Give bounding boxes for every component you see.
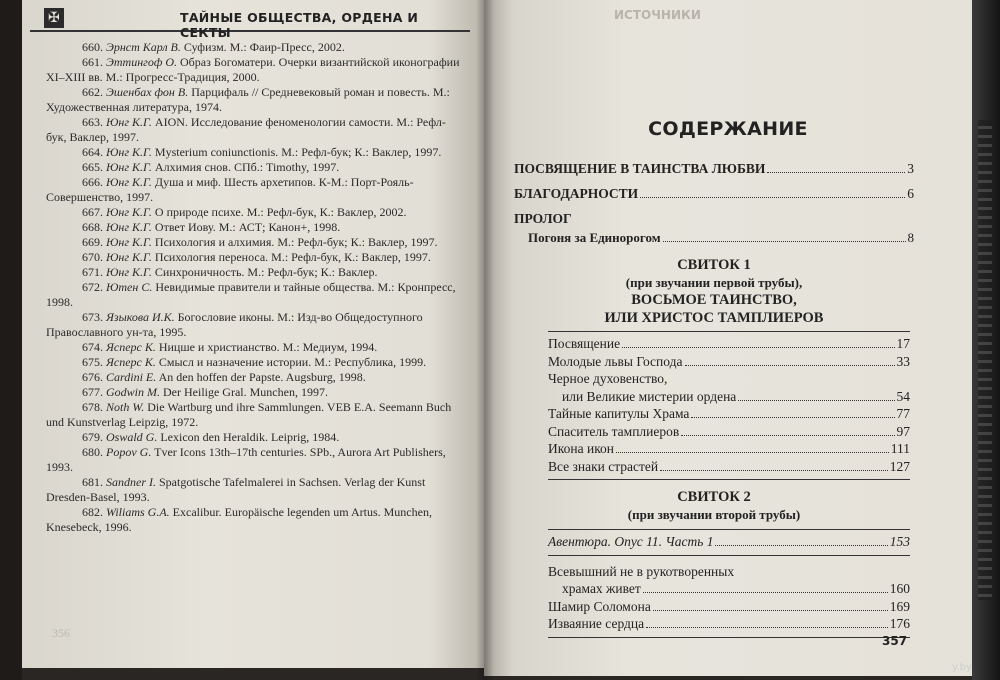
table-of-contents	[514, 160, 914, 638]
leader-dots	[691, 417, 894, 418]
entry-number: 677.	[82, 385, 103, 399]
cover-edge	[972, 0, 1000, 680]
toc-label: Шамир Соломона	[548, 598, 651, 614]
entry-author: Popov G.	[106, 445, 152, 459]
leader-dots	[715, 545, 887, 546]
toc-label: Черное духовенство,	[548, 371, 668, 386]
entry-text: Психология и алхимия. М.: Рефл-бук; К.: Ваклер, 1997.	[151, 235, 438, 249]
entry-text: Душа и миф. Шесть архетипов. К-М.: Порт-Рояль-Совершенство, 1997.	[46, 175, 414, 204]
leader-dots	[622, 347, 894, 348]
leader-dots	[646, 627, 888, 628]
toc-label: Спаситель тамплиеров	[548, 423, 680, 439]
entry-number: 675.	[82, 355, 103, 369]
scroll-1-line3: ИЛИ ХРИСТОС ТАМПЛИЕРОВ	[604, 310, 824, 326]
running-head	[30, 8, 470, 40]
scroll-2-chapters	[548, 560, 910, 638]
entry-author: Языкова И.К.	[106, 310, 175, 324]
toc-chapter-row	[548, 563, 910, 581]
entry-author: Sandner I.	[106, 475, 156, 489]
entry-number: 676.	[82, 370, 103, 384]
entry-text: Смысл и назначение истории. М.: Республика, 1999.	[155, 355, 427, 369]
toc-page: 127	[889, 458, 910, 474]
bibliography-entry	[46, 265, 466, 280]
entry-author: Юнг К.Г.	[106, 250, 152, 264]
toc-page: 176	[889, 616, 910, 631]
entry-number: 673.	[82, 310, 103, 324]
entry-text: Алхимия снов. СПб.: Timothy, 1997.	[151, 160, 340, 174]
ghost-running-head: ИСТОЧНИКИ	[614, 8, 701, 22]
scroll-2-italic-block	[548, 529, 910, 556]
bibliography-entry	[46, 340, 466, 355]
scroll-1-subtitle: (при звучании первой трубы),	[625, 275, 803, 290]
bibliography-list	[46, 40, 466, 535]
entry-text: Der Heilige Gral. Munchen, 1997.	[160, 385, 328, 399]
leader-dots	[681, 435, 894, 436]
entry-number: 680.	[82, 445, 103, 459]
scroll-1-heading	[514, 256, 914, 327]
bibliography-entry	[46, 430, 466, 445]
entry-author: Юнг К.Г.	[106, 205, 152, 219]
toc-label: храмах живет	[562, 581, 641, 596]
entry-text: Excalibur. Europäische legenden um Artus. Munchen, Knesebeck, 1996.	[46, 505, 432, 534]
toc-label: Икона икон	[548, 441, 615, 456]
scroll-1-chapters	[548, 331, 910, 480]
entry-author: Ютен С.	[106, 280, 153, 294]
entry-author: Godwin M.	[106, 385, 160, 399]
toc-label: Посвящение	[548, 336, 621, 351]
bibliography-entry	[46, 400, 466, 430]
toc-chapter-row	[548, 370, 910, 388]
toc-row-aventure	[548, 533, 910, 551]
leader-dots	[653, 610, 888, 611]
entry-number: 671.	[82, 265, 103, 279]
toc-chapter-row	[548, 458, 910, 476]
bibliography-entry	[46, 235, 466, 250]
bibliography-entry	[46, 40, 466, 55]
bibliography-entry	[46, 370, 466, 385]
entry-author: Oswald G.	[106, 430, 158, 444]
leader-dots	[640, 197, 905, 198]
entry-number: 668.	[82, 220, 103, 234]
entry-author: Cardini E.	[106, 370, 157, 384]
entry-author: Юнг К.Г.	[106, 145, 152, 159]
entry-number: 661.	[82, 55, 103, 69]
left-background	[0, 0, 22, 680]
entry-text: Die Wartburg und ihre Sammlungen. VEB E.A. Seemann Buch und Kunstverlag Leipzig, 1972.	[46, 400, 452, 429]
leader-dots	[616, 452, 889, 453]
entry-text: Ответ Иову. М.: АСТ; Канон+, 1998.	[151, 220, 341, 234]
entry-text: Ницше и христианство. М.: Медиум, 1994.	[155, 340, 378, 354]
entry-number: 660.	[82, 40, 103, 54]
entry-number: 682.	[82, 505, 103, 519]
toc-label: ПРОЛОГ	[514, 211, 572, 226]
scroll-2-title: СВИТОК 2	[677, 489, 751, 505]
leader-dots	[643, 592, 888, 593]
toc-label: ПОСВЯЩЕНИЕ В ТАИНСТВА ЛЮБВИ	[514, 161, 766, 176]
toc-row-dedication	[514, 160, 914, 177]
bibliography-entry	[46, 205, 466, 220]
toc-page: 169	[889, 598, 910, 614]
toc-row-prologue	[514, 210, 914, 227]
entry-number: 663.	[82, 115, 103, 129]
toc-chapter-row	[548, 598, 910, 616]
entry-author: Юнг К.Г.	[106, 115, 152, 129]
toc-label: Авентюра. Опус 11. Часть 1	[548, 534, 714, 549]
toc-label: Все знаки страстей	[548, 458, 659, 474]
toc-chapter-row	[548, 388, 910, 406]
entry-text: AION. Исследование феноменологии самости. М.: Рефл-бук, Ваклер, 1997.	[46, 115, 446, 144]
entry-text: Образ Богоматери. Очерки византийской иконографии XI–XIII вв. М.: Прогресс-Традиция, 2000.	[46, 55, 460, 84]
entry-text: An den hoffen der Papste. Augsburg, 1998.	[156, 370, 366, 384]
leader-dots	[767, 172, 905, 173]
watermark: y.by	[952, 662, 972, 673]
toc-row-unicorn	[528, 229, 914, 246]
scroll-1-line2: ВОСЬМОЕ ТАИНСТВО,	[631, 292, 797, 308]
toc-page: 17	[896, 336, 910, 351]
right-page	[484, 0, 972, 676]
bibliography-entry	[46, 160, 466, 175]
toc-page: 33	[896, 353, 910, 369]
entry-number: 679.	[82, 430, 103, 444]
toc-page: 153	[889, 534, 910, 549]
bibliography-entry	[46, 145, 466, 160]
toc-label: Погоня за Единорогом	[528, 230, 661, 245]
toc-chapter-row	[548, 335, 910, 353]
entry-author: Эттингоф О.	[106, 55, 178, 69]
entry-author: Эрнст Карл В.	[106, 40, 181, 54]
left-page	[22, 0, 484, 668]
page-number: 357	[882, 634, 908, 648]
toc-chapter-row	[548, 615, 910, 633]
entry-author: Эшенбах фон В.	[106, 85, 189, 99]
toc-page: 3	[907, 161, 914, 176]
entry-text: Lexicon den Heraldik. Leiprig, 1984.	[157, 430, 340, 444]
toc-page: 160	[889, 581, 910, 596]
bibliography-entry	[46, 250, 466, 265]
scroll-2-subtitle: (при звучании второй трубы)	[627, 507, 801, 522]
bibliography-entry	[46, 280, 466, 310]
bibliography-entry	[46, 220, 466, 235]
toc-chapter-row	[548, 353, 910, 371]
entry-number: 666.	[82, 175, 103, 189]
entry-text: Невидимые правители и тайные общества. М.: Кронпресс, 1998.	[46, 280, 456, 309]
entry-number: 678.	[82, 400, 103, 414]
entry-author: Ясперс К.	[106, 340, 156, 354]
toc-label: Всевышний не в рукотворенных	[548, 563, 735, 579]
toc-page: 111	[890, 441, 910, 456]
bibliography-entry	[46, 505, 466, 535]
entry-number: 670.	[82, 250, 103, 264]
entry-author: Юнг К.Г.	[106, 265, 152, 279]
bibliography-entry	[46, 475, 466, 505]
bibliography-entry	[46, 85, 466, 115]
entry-author: Wiliams G.A.	[106, 505, 170, 519]
toc-page: 54	[896, 388, 910, 404]
leader-dots	[660, 470, 888, 471]
entry-author: Юнг К.Г.	[106, 160, 152, 174]
entry-text: Синхроничность. М.: Рефл-бук; К.: Ваклер.	[151, 265, 378, 279]
toc-label: Молодые львы Господа	[548, 353, 683, 369]
bibliography-entry	[46, 175, 466, 205]
toc-label: БЛАГОДАРНОСТИ	[514, 186, 639, 201]
bibliography-entry	[46, 445, 466, 475]
bibliography-entry	[46, 310, 466, 340]
entry-number: 681.	[82, 475, 103, 489]
leader-dots	[685, 365, 895, 366]
scroll-1-title: СВИТОК 1	[677, 257, 751, 273]
toc-page: 6	[907, 186, 914, 201]
toc-title: СОДЕРЖАНИЕ	[648, 118, 808, 140]
bibliography-entry	[46, 55, 466, 85]
scroll-2-heading	[514, 488, 914, 523]
bibliography-entry	[46, 385, 466, 400]
leader-dots	[738, 400, 894, 401]
entry-author: Юнг К.Г.	[106, 175, 152, 189]
toc-chapter-row	[548, 423, 910, 441]
entry-text: Spatgotische Tafelmalerei in Sachsen. Verlag der Kunst Dresden-Basel, 1993.	[46, 475, 426, 504]
toc-page: 8	[907, 230, 914, 245]
entry-author: Noth W.	[106, 400, 145, 414]
toc-page: 77	[896, 406, 910, 421]
entry-number: 664.	[82, 145, 103, 159]
toc-label: или Великие мистерии ордена	[562, 388, 737, 404]
entry-text: Богословие иконы. М.: Изд-во Общедоступного Православного ун-та, 1995.	[46, 310, 423, 339]
toc-label: Изваяние сердца	[548, 616, 645, 631]
entry-text: О природе психе. М.: Рефл-бук, К.: Ваклер, 2002.	[151, 205, 407, 219]
bibliography-entry	[46, 115, 466, 145]
leader-dots	[663, 241, 906, 242]
cross-emblem-icon: ✠	[44, 8, 64, 28]
toc-chapter-row	[548, 405, 910, 423]
ghost-page-number: 356	[52, 626, 70, 640]
toc-row-thanks	[514, 185, 914, 202]
running-title: ТАЙНЫЕ ОБЩЕСТВА, ОРДЕНА И СЕКТЫ	[180, 10, 419, 40]
entry-text: Суфизм. М.: Фаир-Пресс, 2002.	[180, 40, 345, 54]
entry-number: 667.	[82, 205, 103, 219]
bibliography-entry	[46, 355, 466, 370]
entry-text: Tver Icons 13th–17th centuries. SPb., Aurora Art Publishers, 1993.	[46, 445, 446, 474]
toc-label: Тайные капитулы Храма	[548, 406, 690, 421]
entry-number: 669.	[82, 235, 103, 249]
entry-number: 665.	[82, 160, 103, 174]
entry-text: Психология переноса. М.: Рефл-бук, К.: Ваклер, 1997.	[151, 250, 431, 264]
toc-chapter-row	[548, 580, 910, 598]
toc-chapter-row	[548, 440, 910, 458]
entry-number: 662.	[82, 85, 103, 99]
entry-author: Юнг К.Г.	[106, 220, 152, 234]
entry-author: Юнг К.Г.	[106, 235, 152, 249]
entry-number: 672.	[82, 280, 103, 294]
entry-number: 674.	[82, 340, 103, 354]
entry-text: Mysterium coniunctionis. М.: Рефл-бук; К.: Ваклер, 1997.	[151, 145, 442, 159]
toc-page: 97	[896, 423, 910, 439]
entry-author: Ясперс К.	[106, 355, 156, 369]
entry-text: Парцифаль // Средневековый роман и повесть. М.: Художественная литература, 1974.	[46, 85, 450, 114]
